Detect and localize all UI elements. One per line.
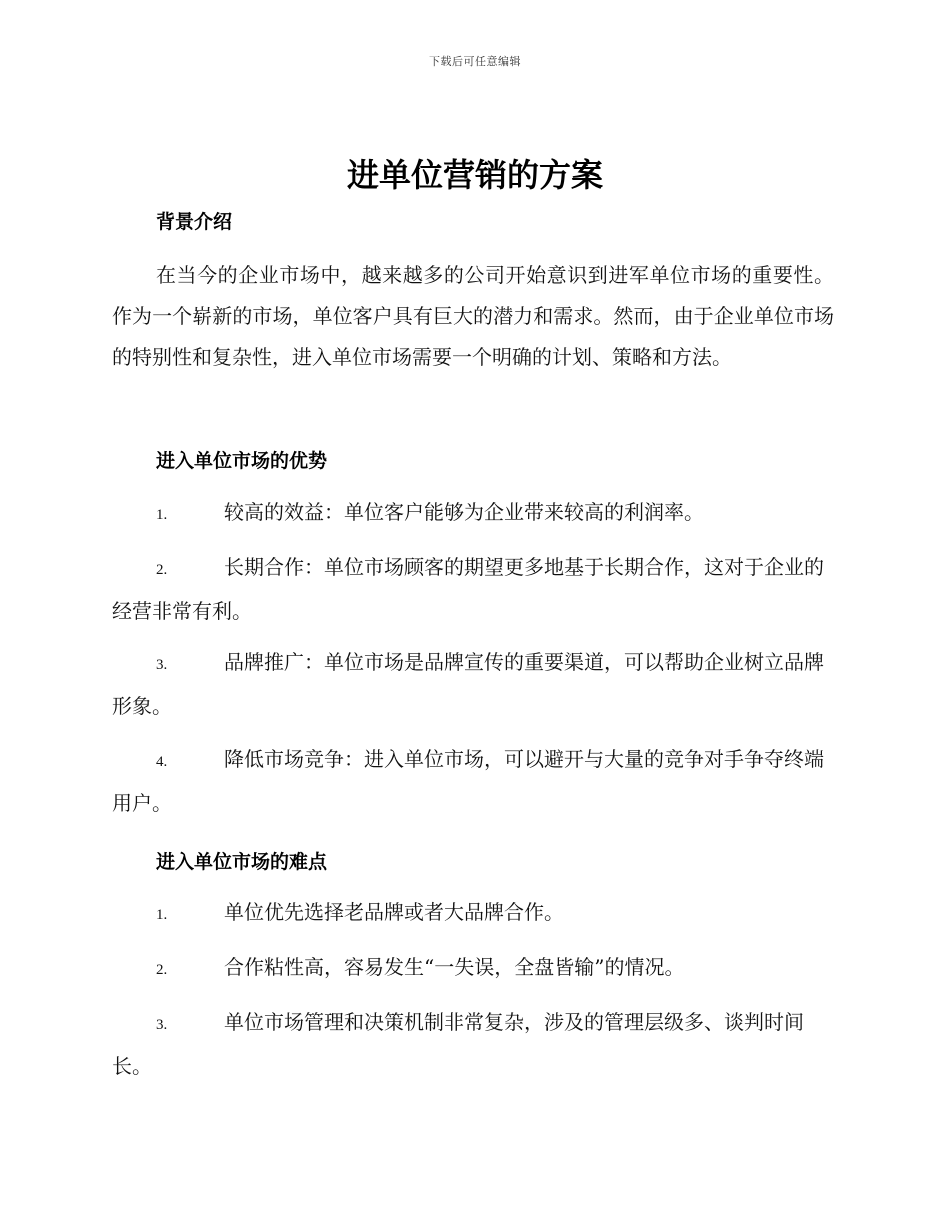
background-paragraph: 在当今的企业市场中，越来越多的公司开始意识到进军单位市场的重要性。作为一个崭新的市场，单位客户具有巨大的潜力和需求。然而，由于企业单位市场的特别性和复杂性，进入单位市场需要一个明确的计划、策略和方法。 (112, 263, 834, 369)
list-item-text: 单位市场管理和决策机制非常复杂，涉及的管理层级多、谈判时间长。 (112, 1010, 804, 1078)
list-item (112, 739, 834, 824)
list-item (112, 642, 834, 727)
list-item-number: 4. (156, 754, 168, 770)
section-heading-advantages: 进入单位市场的优势 (156, 450, 328, 472)
list-item (112, 892, 834, 936)
list-item-number: 3. (156, 657, 168, 673)
header-note: 下载后可任意编辑 (429, 55, 521, 68)
list-item-number: 1. (156, 507, 168, 523)
list-item-text: 较高的效益：单位客户能够为企业带来较高的利润率。 (224, 500, 704, 524)
list-item-number: 1. (156, 907, 168, 923)
list-item (112, 1002, 834, 1087)
list-item-text: 长期合作：单位市场顾客的期望更多地基于长期合作，这对于企业的经营非常有利。 (112, 555, 824, 623)
list-item-text: 品牌推广：单位市场是品牌宣传的重要渠道，可以帮助企业树立品牌形象。 (112, 650, 824, 718)
section-heading-difficulties: 进入单位市场的难点 (156, 851, 328, 873)
document-title: 进单位营销的方案 (346, 156, 603, 194)
list-item (112, 492, 834, 536)
list-item-number: 2. (156, 962, 168, 978)
list-item-text: 合作粘性高，容易发生“一失误，全盘皆输”的情况。 (224, 955, 685, 979)
list-item (112, 947, 834, 991)
list-item-number: 2. (156, 562, 168, 578)
list-item-number: 3. (156, 1017, 168, 1033)
list-item-text: 单位优先选择老品牌或者大品牌合作。 (224, 900, 564, 924)
list-item-text: 降低市场竞争：进入单位市场，可以避开与大量的竞争对手争夺终端用户。 (112, 747, 824, 815)
list-item (112, 547, 834, 632)
section-heading-background: 背景介绍 (156, 211, 233, 233)
